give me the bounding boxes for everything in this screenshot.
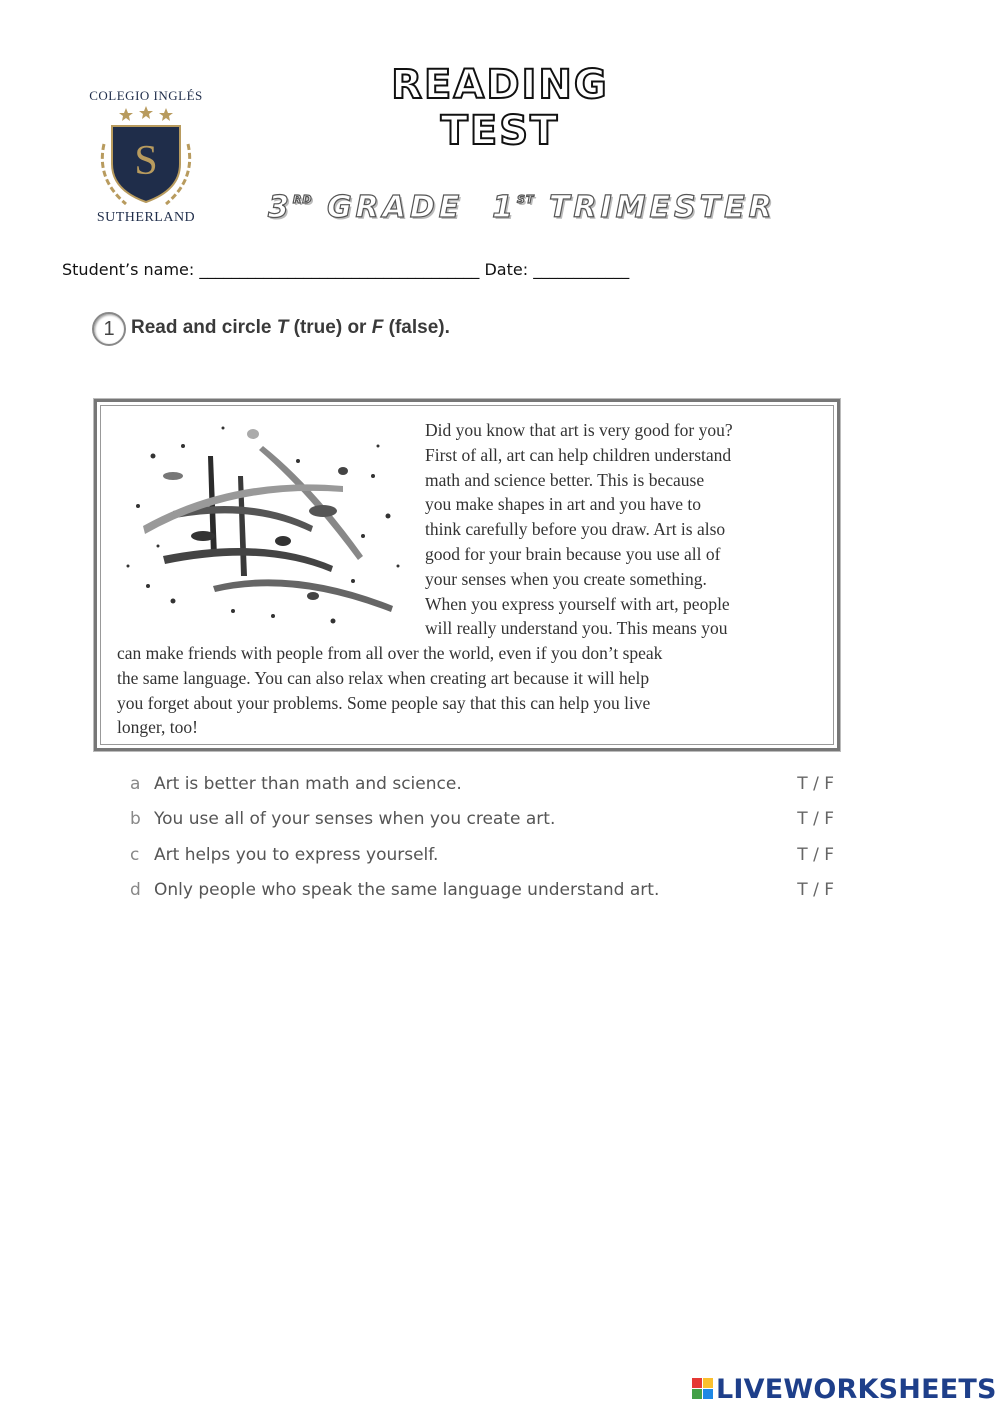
grade-word: GRADE: [326, 190, 464, 225]
question-row: [130, 841, 840, 876]
question-row: [130, 876, 840, 911]
instruction-part: Read and circle: [131, 317, 277, 338]
question-letter: b: [130, 809, 141, 830]
exercise-number-badge: 1: [92, 312, 126, 346]
instruction-part: (true) or: [288, 317, 372, 338]
reading-passage-box: [94, 399, 840, 751]
passage-line: When you express yourself with art, people: [425, 593, 730, 614]
question-row: [130, 770, 840, 805]
passage-line: math and science better. This is because: [425, 469, 705, 490]
passage-line: First of all, art can help children understand: [425, 444, 732, 465]
passage-line: think carefully before you draw. Art is also: [425, 519, 726, 540]
question-text: You use all of your senses when you create art.: [154, 809, 556, 830]
true-false-choice[interactable]: T / F: [797, 879, 834, 900]
true-false-choice[interactable]: T / F: [797, 844, 834, 865]
passage-line: you make shapes in art and you have to: [425, 494, 702, 515]
question-text: Art helps you to express yourself.: [154, 844, 439, 865]
true-false-choice[interactable]: T / F: [797, 774, 834, 794]
student-info-row: [62, 260, 842, 279]
passage-line: your senses when you create something.: [425, 568, 707, 589]
star-icon: [119, 108, 133, 121]
page-title: READING TEST: [391, 62, 609, 154]
passage-line: good for your brain because you use all of: [425, 543, 721, 564]
star-icon: [159, 108, 173, 121]
passage-line: Did you know that art is very good for you?: [425, 420, 733, 440]
trimester-suffix: ST: [517, 193, 535, 206]
student-name-label: Student’s name:: [62, 260, 195, 279]
question-text: Only people who speak the same language understand art.: [154, 879, 660, 900]
question-letter: c: [130, 844, 140, 865]
question-letter: a: [130, 774, 141, 794]
question-letter: d: [130, 879, 141, 900]
passage-line: can make friends with people from all over the world, even if you don’t speak: [117, 643, 663, 663]
liveworksheets-grid-icon: [692, 1378, 714, 1400]
passage-line: will really understand you. This means you: [425, 618, 728, 639]
grade-suffix: RD: [292, 193, 313, 206]
trimester-word: TRIMESTER: [548, 190, 776, 225]
passage-line: you forget about your problems. Some people say that this can help you live: [117, 692, 651, 713]
date-field[interactable]: ____________: [533, 260, 630, 279]
student-name-field[interactable]: ___________________________________: [199, 260, 480, 279]
school-crest-icon: [86, 104, 206, 214]
question-text: Art is better than math and science.: [154, 774, 462, 794]
date-label: Date:: [484, 260, 529, 279]
grade-trimester-subtitle: [268, 190, 776, 225]
instruction-t: T: [276, 317, 289, 338]
passage-text-right: [425, 418, 817, 641]
passage-line: longer, too!: [117, 717, 198, 738]
ink-splash-art-image: [113, 416, 413, 636]
instruction-text: [131, 317, 450, 339]
instruction-part: (false).: [383, 317, 450, 338]
star-icon: [139, 106, 153, 119]
brand-text: LIVEWORKSHEETS: [716, 1374, 997, 1405]
instruction-f: F: [371, 317, 384, 338]
true-false-questions: [130, 770, 840, 911]
logo-bottom-text: SUTHERLAND: [96, 210, 196, 225]
trimester-number: 1: [492, 190, 518, 225]
svg-text:S: S: [134, 138, 158, 184]
passage-text-bottom: [117, 641, 817, 740]
grade-number: 3: [268, 190, 293, 225]
true-false-choice[interactable]: T / F: [797, 809, 834, 830]
passage-line: the same language. You can also relax when creating art because it will help: [117, 667, 650, 688]
school-logo: [78, 88, 214, 230]
question-row: [130, 805, 840, 840]
logo-top-text: COLEGIO INGLÉS: [89, 88, 203, 103]
